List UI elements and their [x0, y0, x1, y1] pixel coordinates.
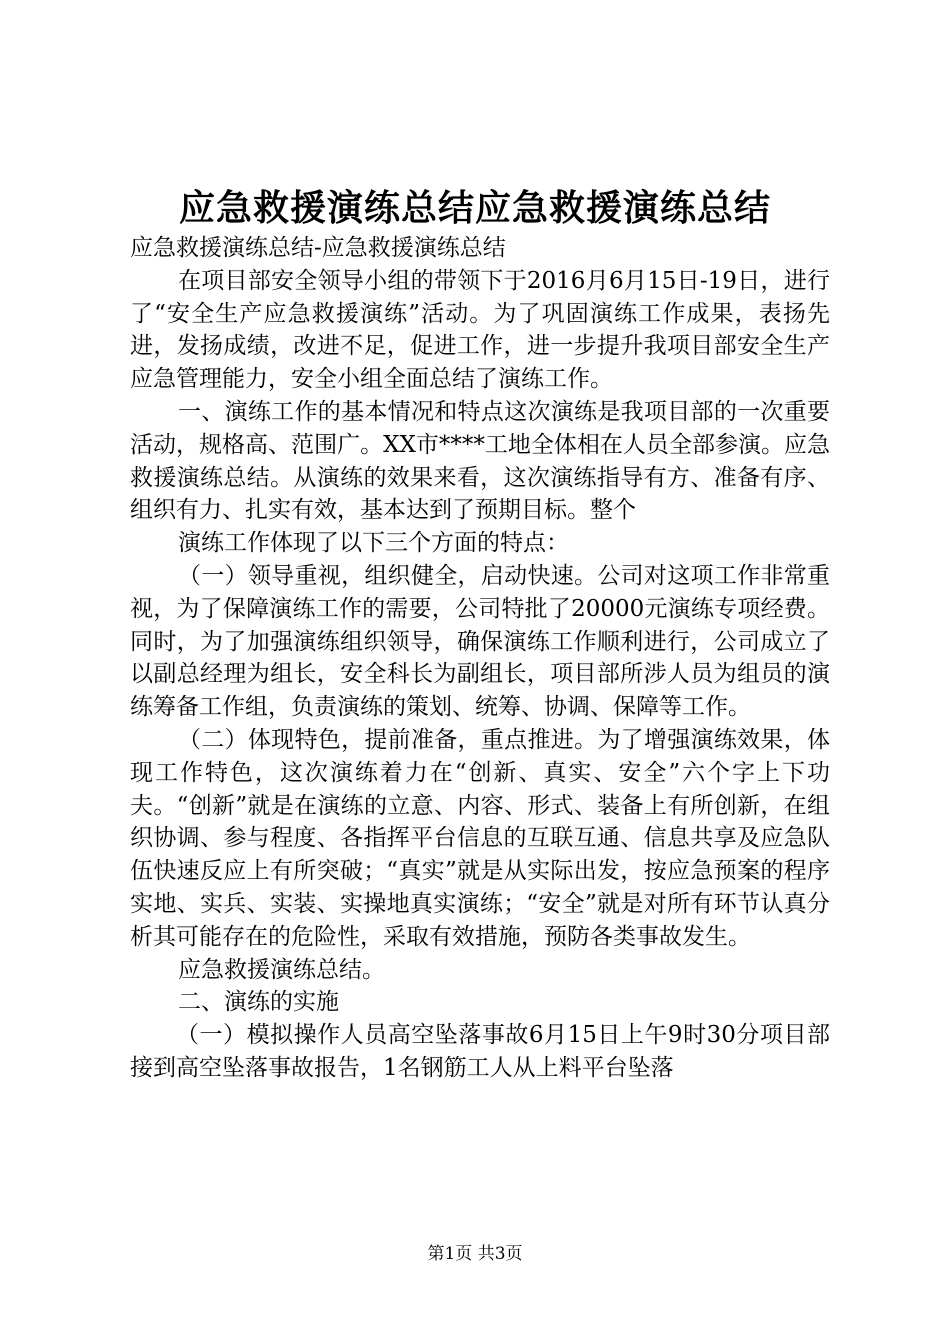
page-footer: 第1页 共3页	[427, 1244, 523, 1264]
document-title: 应急救援演练总结应急救援演练总结	[178, 187, 771, 229]
feature-one-paragraph: （一）领导重视，组织健全，启动快速。公司对这项工作非常重视，为了保障演练工作的需要，公司特批了20000元演练专项经费。同时，为了加强演练组织领导，确保演练工作顺利进行，公司成立了以副总经理为组长，安全科长为副组长，项目部所涉人员为组员的演练筹备工作组，负责演练的策划、统筹、协调、保障等工作。	[130, 562, 830, 721]
scenario-one-paragraph: （一）模拟操作人员高空坠落事故6月15日上午9时30分项目部接到高空坠落事故报告，1名钢筋工人从上料平台坠落	[130, 1022, 830, 1081]
section-two-heading: 二、演练的实施	[178, 989, 339, 1016]
intro-paragraph: 在项目部安全领导小组的带领下于2016月6月15日-19日，进行了“安全生产应急救援演练”活动。为了巩固演练工作成果，表扬先进，发扬成绩，改进不足，促进工作，进一步提升我项目部安全生产应急管理能力，安全小组全面总结了演练工作。	[130, 267, 830, 393]
subtitle-paragraph: 应急救援演练总结-应急救援演练总结	[130, 235, 506, 261]
features-lead-paragraph: 演练工作体现了以下三个方面的特点：	[178, 530, 569, 557]
feature-two-paragraph: （二）体现特色，提前准备，重点推进。为了增强演练效果，体现工作特色，这次演练着力在“创新、真实、安全”六个字上下功夫。“创新”就是在演练的立意、内容、形式、装备上有所创新，在组织协调、参与程度、各指挥平台信息的互联互通、信息共享及应急队伍快速反应上有所突破；“真实”就是从实际出发，按应急预案的程序实地、实兵、实装、实操地真实演练；“安全”就是对所有环节认真分析其可能存在的危险性，采取有效措施，预防各类事故发生。	[130, 726, 830, 950]
section-one-paragraph: 一、演练工作的基本情况和特点这次演练是我项目部的一次重要活动，规格高、范围广。XX市****工地全体相在人员全部参演。应急救援演练总结。从演练的效果来看，这次演练指导有方、准备有序、组织有力、扎实有效，基本达到了预期目标。整个	[130, 398, 830, 524]
summary-line: 应急救援演练总结。	[178, 956, 385, 983]
document-body	[130, 232, 830, 1085]
